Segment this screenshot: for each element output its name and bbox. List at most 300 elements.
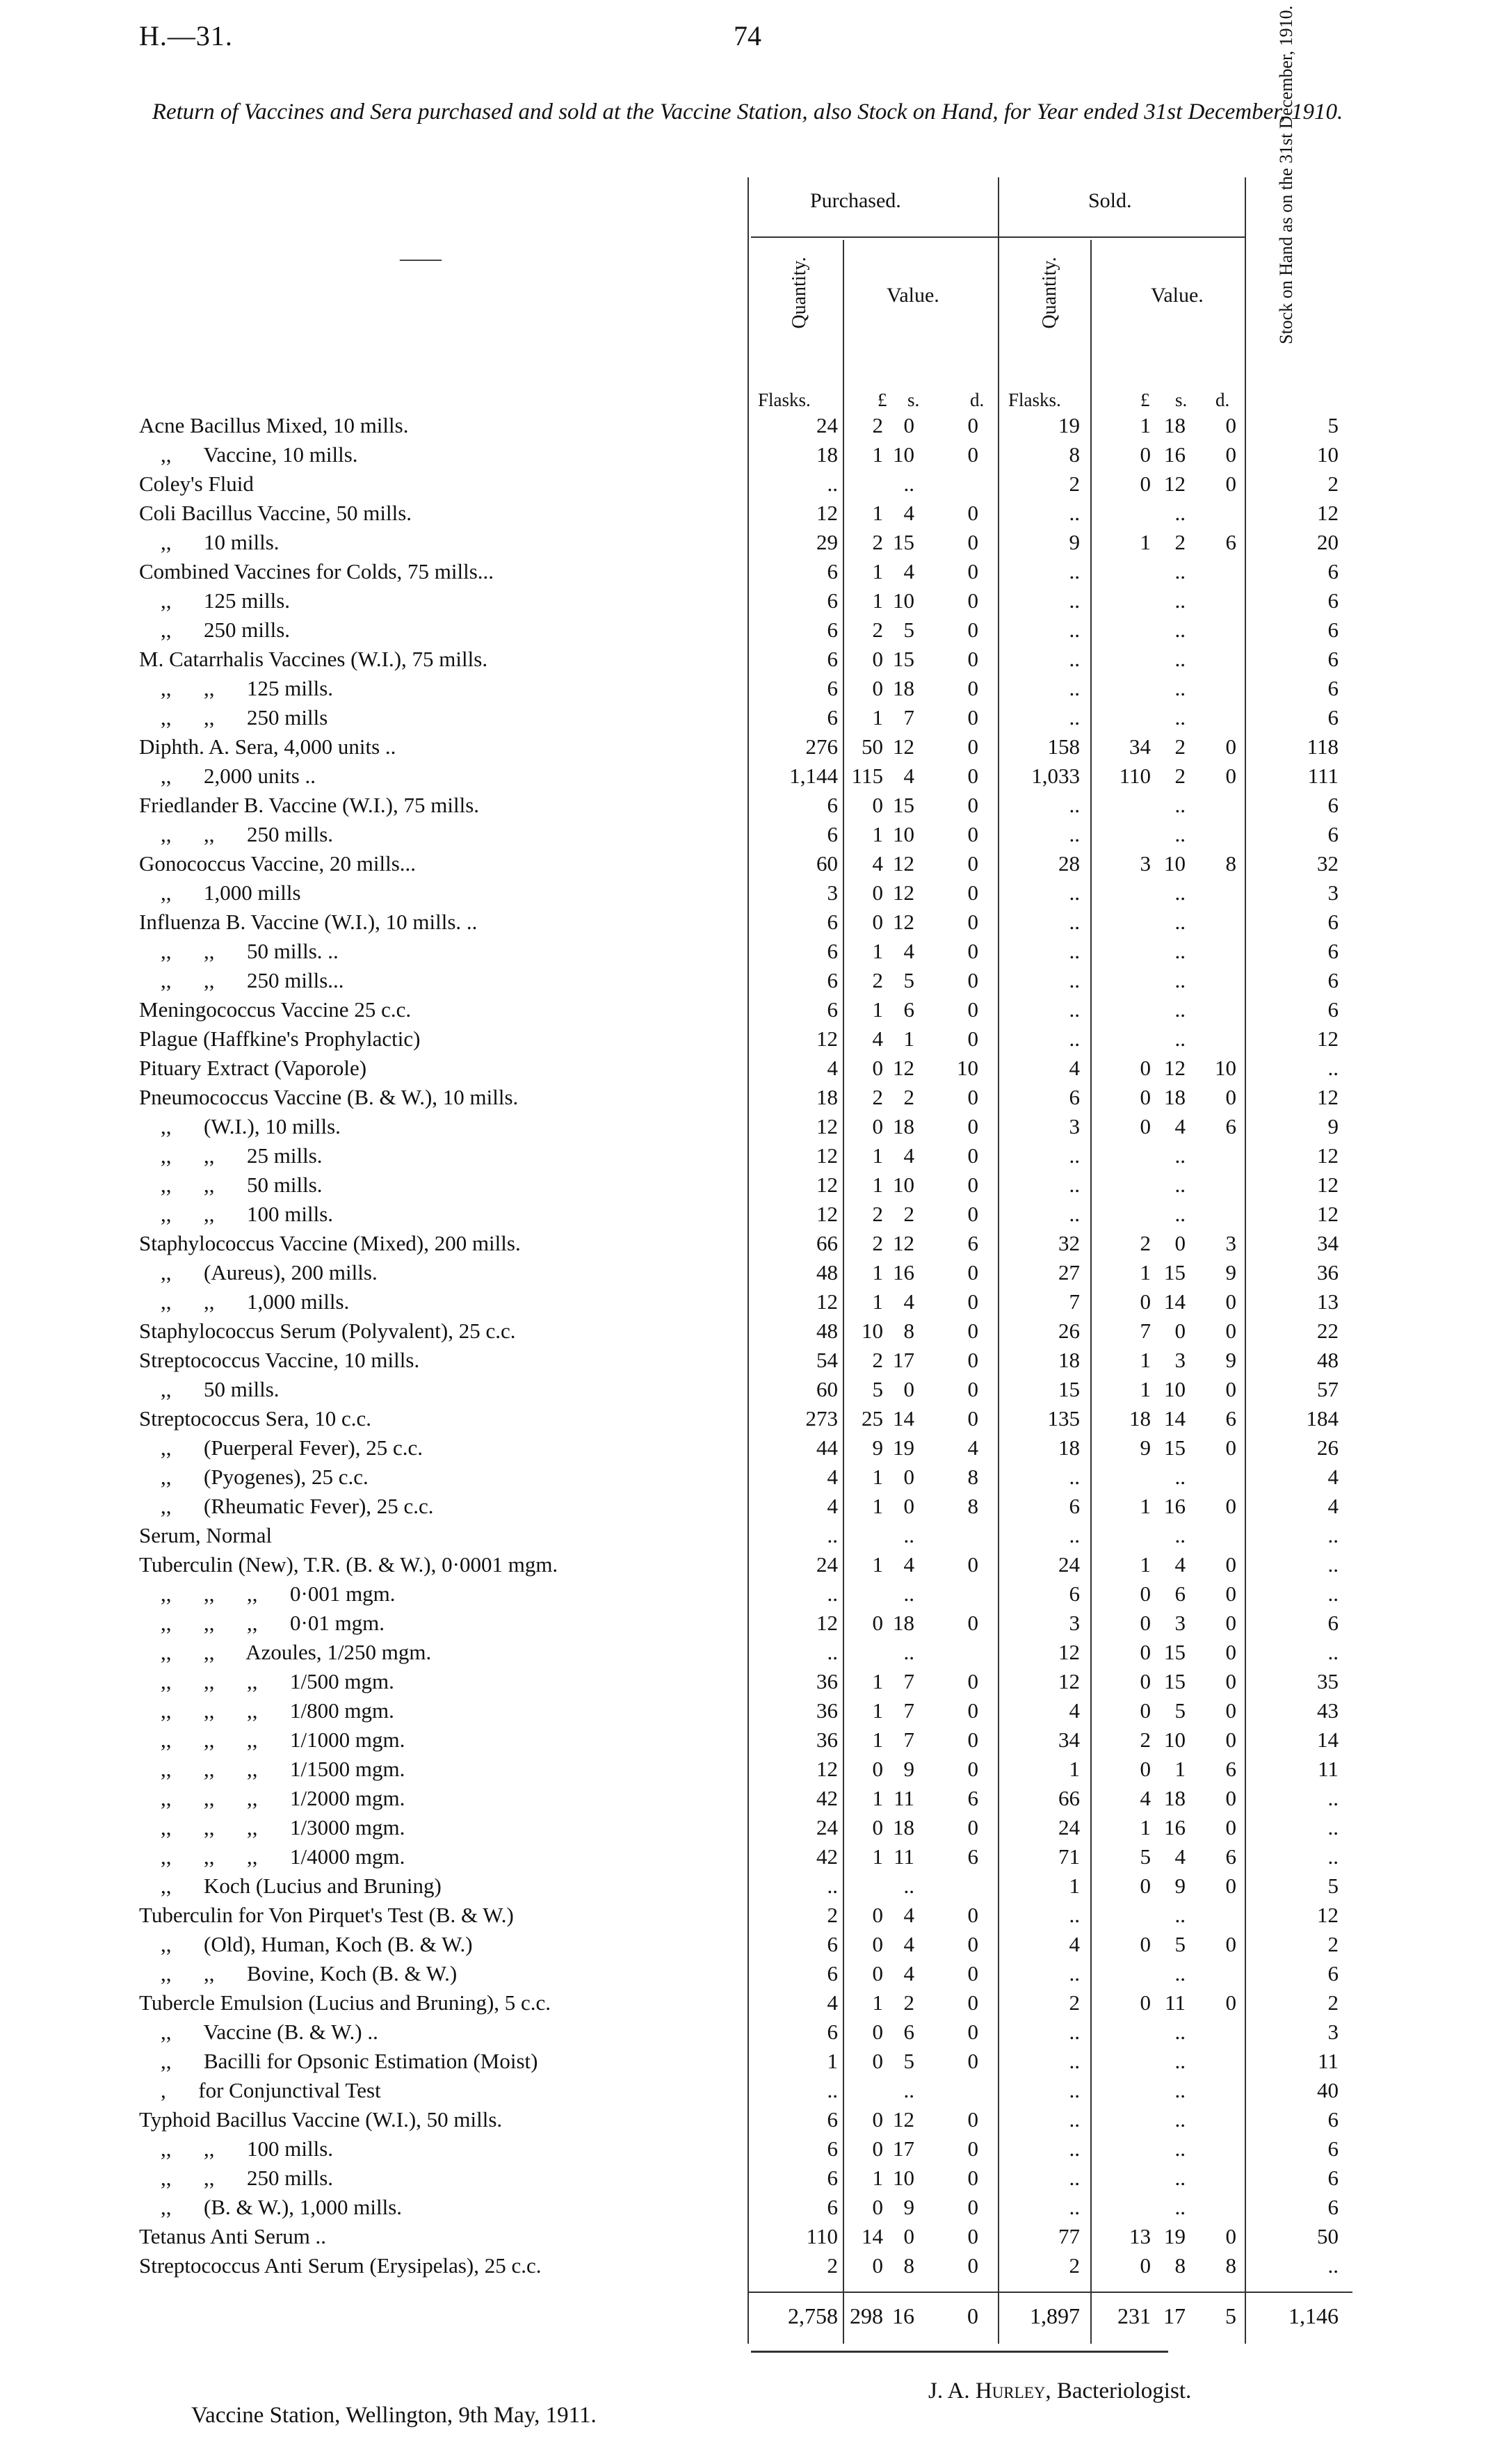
purchased-quantity: 12 <box>816 1289 838 1314</box>
purchased-quantity: 6 <box>827 997 838 1022</box>
purchased-quantity: 24 <box>816 413 838 437</box>
sold-shillings: 15 <box>1164 1435 1186 1460</box>
row-label: Plague (Haffkine's Prophylactic) <box>139 1026 421 1051</box>
sold-quantity: 27 <box>1058 1260 1080 1285</box>
purchased-quantity: 12 <box>816 1026 838 1051</box>
purchased-pence: 0 <box>967 2253 978 2278</box>
stock-on-hand: 12 <box>1317 1903 1339 1927</box>
sold-pence: 0 <box>1225 1581 1236 1606</box>
stock-on-hand: 12 <box>1317 1173 1339 1197</box>
sold-pence: 0 <box>1225 1874 1236 1898</box>
sold-quantity: .. <box>1069 705 1080 730</box>
purchased-pounds: 0 <box>872 2107 883 2132</box>
row-label: ,, ,, Azoules, 1/250 mgm. <box>139 1640 432 1664</box>
purchased-pounds: 25 <box>862 1406 883 1431</box>
sold-quantity: 6 <box>1069 1494 1080 1518</box>
row-label: ,, 1,000 mills <box>139 880 301 905</box>
row-label: Pituary Extract (Vaporole) <box>139 1056 367 1080</box>
purchased-pence: 6 <box>967 1844 978 1869</box>
row-label: Tetanus Anti Serum .. <box>139 2224 327 2248</box>
stock-on-hand: 11 <box>1318 2049 1339 2073</box>
row-label: ,, ,, ,, 1/3000 mgm. <box>139 1815 405 1839</box>
footer-place-date: Vaccine Station, Wellington, 9th May, 1911. <box>191 2403 597 2428</box>
sold-pounds: 1 <box>1140 530 1151 554</box>
sold-pounds: 2 <box>1140 1728 1151 1752</box>
sold-unit-pence: d. <box>1215 389 1230 410</box>
sold-pounds: 0 <box>1140 1114 1151 1138</box>
purchased-quantity: 18 <box>816 1085 838 1109</box>
sold-pence: 0 <box>1225 442 1236 467</box>
sold-quantity: 28 <box>1058 851 1080 876</box>
table-row <box>0 1199 1495 1228</box>
purchased-quantity: 36 <box>816 1669 838 1693</box>
sold-quantity: 32 <box>1058 1231 1080 1255</box>
purchased-shillings: 10 <box>893 1173 914 1197</box>
row-label: Staphylococcus Serum (Polyvalent), 25 c.c. <box>139 1319 516 1343</box>
purchased-shillings: 6 <box>903 2020 914 2044</box>
sold-pence: 0 <box>1225 1085 1236 1109</box>
row-label: ,, ,, 50 mills. <box>139 1173 323 1197</box>
purchased-pounds: 115 <box>851 764 883 788</box>
table-body <box>0 410 1495 2280</box>
purchased-shillings: 0 <box>903 1465 914 1489</box>
sold-pounds: 18 <box>1129 1406 1151 1431</box>
purchased-pence: 0 <box>967 2020 978 2044</box>
sold-quantity: 34 <box>1058 1728 1080 1752</box>
purchased-quantity: 42 <box>816 1844 838 1869</box>
purchased-pounds: 1 <box>872 588 883 613</box>
purchased-quantity: 6 <box>827 1932 838 1956</box>
sold-shillings: .. <box>1174 1026 1186 1051</box>
sold-pounds: 2 <box>1140 1231 1151 1255</box>
sold-pence: 0 <box>1225 1611 1236 1635</box>
row-label: ,, ,, ,, 1/2000 mgm. <box>139 1786 405 1810</box>
sold-shillings: 16 <box>1164 1815 1186 1839</box>
table-row <box>0 1608 1495 1637</box>
table-row <box>0 1696 1495 1725</box>
purchased-shillings: 8 <box>903 1319 914 1343</box>
table-row <box>0 1316 1495 1345</box>
purchased-quantity: 110 <box>806 2224 838 2248</box>
sold-pounds: 9 <box>1140 1435 1151 1460</box>
sold-pence: 6 <box>1225 1844 1236 1869</box>
purchased-pence: 0 <box>967 647 978 671</box>
stock-on-hand: 9 <box>1327 1114 1339 1138</box>
purchased-pence: 0 <box>967 1114 978 1138</box>
purchased-pounds: 2 <box>872 1231 883 1255</box>
sold-shillings: 0 <box>1174 1319 1186 1343</box>
sold-quantity: .. <box>1069 1523 1080 1547</box>
purchased-shillings: .. <box>903 472 914 496</box>
row-label: ,, 125 mills. <box>139 588 291 613</box>
stock-on-hand: 184 <box>1306 1406 1339 1431</box>
purchased-quantity: 2 <box>827 2253 838 2278</box>
sold-quantity: 12 <box>1058 1669 1080 1693</box>
purchased-quantity: 6 <box>827 647 838 671</box>
purchased-shillings: 4 <box>903 1903 914 1927</box>
row-label: ,, ,, ,, 1/1000 mgm. <box>139 1728 405 1752</box>
row-label: Gonococcus Vaccine, 20 mills... <box>139 851 417 876</box>
sold-shillings: .. <box>1174 618 1186 642</box>
sold-quantity: 8 <box>1069 442 1080 467</box>
sold-pounds: 5 <box>1140 1844 1151 1869</box>
purchased-shillings: 0 <box>903 2224 914 2248</box>
row-label: ,, ,, ,, 1/1500 mgm. <box>139 1757 405 1781</box>
purchased-pence: 0 <box>967 501 978 525</box>
purchased-quantity: 48 <box>816 1319 838 1343</box>
purchased-shillings: 12 <box>893 1056 914 1080</box>
purchased-quantity: 2 <box>827 1903 838 1927</box>
sold-value-header: Value. <box>1151 284 1204 307</box>
stock-on-hand: 48 <box>1317 1348 1339 1372</box>
sold-quantity: 26 <box>1058 1319 1080 1343</box>
purchased-quantity: 1 <box>827 2049 838 2073</box>
table-row <box>0 469 1495 498</box>
purchased-shillings: 2 <box>903 1990 914 2015</box>
purchased-shillings: 17 <box>893 1348 914 1372</box>
table-row <box>0 1053 1495 1082</box>
stock-on-hand: 111 <box>1307 764 1339 788</box>
sold-quantity: .. <box>1069 2078 1080 2102</box>
row-label: Friedlander B. Vaccine (W.I.), 75 mills. <box>139 793 480 817</box>
sold-quantity: .. <box>1069 793 1080 817</box>
sold-shillings: .. <box>1174 647 1186 671</box>
row-label: M. Catarrhalis Vaccines (W.I.), 75 mills. <box>139 647 488 671</box>
row-label: Acne Bacillus Mixed, 10 mills. <box>139 413 409 437</box>
sold-quantity: 4 <box>1069 1698 1080 1723</box>
sold-shillings: 3 <box>1174 1348 1186 1372</box>
sold-pence: 0 <box>1225 1289 1236 1314</box>
purchased-pounds: 1 <box>872 501 883 525</box>
table-row <box>0 936 1495 965</box>
purchased-pounds: 0 <box>872 2136 883 2161</box>
sold-quantity: .. <box>1069 501 1080 525</box>
table-row <box>0 410 1495 440</box>
purchased-pence: 0 <box>967 413 978 437</box>
purchased-shillings: 12 <box>893 851 914 876</box>
table-row <box>0 673 1495 702</box>
purchased-quantity: .. <box>827 1640 838 1664</box>
table-row <box>0 1462 1495 1491</box>
stock-on-hand: .. <box>1327 1640 1339 1664</box>
sold-pence: 8 <box>1225 2253 1236 2278</box>
table-row <box>0 1403 1495 1433</box>
purchased-shillings: 5 <box>903 2049 914 2073</box>
purchased-pounds: 1 <box>872 997 883 1022</box>
row-label: ,, (Aureus), 200 mills. <box>139 1260 378 1285</box>
row-label: Coley's Fluid <box>139 472 254 496</box>
purchased-pounds: 1 <box>872 1143 883 1168</box>
purchased-quantity: 29 <box>816 530 838 554</box>
row-label: ,, ,, 1,000 mills. <box>139 1289 350 1314</box>
stock-on-hand: 6 <box>1327 793 1339 817</box>
table-row <box>0 615 1495 644</box>
stock-on-hand: 3 <box>1327 880 1339 905</box>
table-row <box>0 1433 1495 1462</box>
total-sold-quantity: 1,897 <box>1030 2303 1080 2328</box>
table-row <box>0 1170 1495 1199</box>
sold-pounds: 0 <box>1140 472 1151 496</box>
purchased-pounds: 0 <box>872 1961 883 1986</box>
sold-shillings: .. <box>1174 1465 1186 1489</box>
sold-pounds: 0 <box>1140 2253 1151 2278</box>
sold-quantity: .. <box>1069 1903 1080 1927</box>
sold-pounds: 0 <box>1140 1757 1151 1781</box>
table-row <box>0 1754 1495 1783</box>
purchased-pence: 6 <box>967 1786 978 1810</box>
stock-on-hand: 11 <box>1318 1757 1339 1781</box>
sold-pence: 0 <box>1225 734 1236 759</box>
purchased-quantity: .. <box>827 472 838 496</box>
purchased-pence: 0 <box>967 1026 978 1051</box>
sold-pounds: 1 <box>1140 1494 1151 1518</box>
sold-shillings: 15 <box>1164 1640 1186 1664</box>
table-row <box>0 527 1495 556</box>
purchased-pounds: 0 <box>872 647 883 671</box>
purchased-shillings: 7 <box>903 1669 914 1693</box>
purchased-pence: 0 <box>967 2195 978 2219</box>
stock-on-hand: 6 <box>1327 997 1339 1022</box>
stock-on-hand: 6 <box>1327 705 1339 730</box>
table-row <box>0 2192 1495 2221</box>
sold-quantity: .. <box>1069 997 1080 1022</box>
purchased-quantity: 48 <box>816 1260 838 1285</box>
purchased-pence: 0 <box>967 2136 978 2161</box>
sold-shillings: 4 <box>1174 1552 1186 1577</box>
stock-on-hand: 118 <box>1307 734 1339 759</box>
row-label: ,, ,, 50 mills. .. <box>139 939 339 963</box>
sold-quantity: 6 <box>1069 1085 1080 1109</box>
purchased-pounds: 0 <box>872 1114 883 1138</box>
table-row <box>0 440 1495 469</box>
sold-quantity: .. <box>1069 588 1080 613</box>
purchased-pounds: 2 <box>872 530 883 554</box>
purchased-shillings: .. <box>903 1581 914 1606</box>
purchased-shillings: 18 <box>893 1815 914 1839</box>
report-code: H.—31. <box>139 20 233 51</box>
sold-quantity: 66 <box>1058 1786 1080 1810</box>
purchased-quantity: 6 <box>827 2136 838 2161</box>
purchased-pounds: 1 <box>872 1669 883 1693</box>
table-row <box>0 995 1495 1024</box>
purchased-pence: 0 <box>967 1348 978 1372</box>
purchased-quantity: 12 <box>816 1114 838 1138</box>
row-label: Meningococcus Vaccine 25 c.c. <box>139 997 412 1022</box>
row-label: ,, ,, 250 mills... <box>139 968 344 992</box>
footer-signature <box>928 2378 1191 2404</box>
purchased-shillings: 0 <box>903 1377 914 1401</box>
purchased-shillings: 0 <box>903 413 914 437</box>
purchased-pence: 0 <box>967 559 978 583</box>
purchased-pence: 0 <box>967 1143 978 1168</box>
purchased-shillings: .. <box>903 2078 914 2102</box>
purchased-quantity: 6 <box>827 2020 838 2044</box>
sold-shillings: 10 <box>1164 1377 1186 1401</box>
sold-shillings: 11 <box>1165 1990 1186 2015</box>
stock-header-label: Stock on Hand as on the 31st December, 1910. <box>1276 5 1296 344</box>
stock-on-hand: .. <box>1327 1523 1339 1547</box>
table-row <box>0 2046 1495 2075</box>
purchased-unit-pence: d. <box>970 389 985 410</box>
stock-on-hand: 6 <box>1327 588 1339 613</box>
stock-on-hand: 6 <box>1327 939 1339 963</box>
purchased-quantity: 36 <box>816 1728 838 1752</box>
purchased-quantity: 4 <box>827 1465 838 1489</box>
sold-pounds: 0 <box>1140 1289 1151 1314</box>
table-row <box>0 965 1495 995</box>
table-row <box>0 1579 1495 1608</box>
sold-pounds: 1 <box>1140 1348 1151 1372</box>
stock-on-hand: 12 <box>1317 1202 1339 1226</box>
row-label: Staphylococcus Vaccine (Mixed), 200 mills. <box>139 1231 521 1255</box>
row-label: ,, ,, 125 mills. <box>139 676 334 700</box>
purchased-pence: 0 <box>967 968 978 992</box>
table-row <box>0 1287 1495 1316</box>
row-label: Combined Vaccines for Colds, 75 mills... <box>139 559 494 583</box>
sold-pounds: 0 <box>1140 1990 1151 2015</box>
purchased-shillings: 18 <box>893 1114 914 1138</box>
sold-shillings: 6 <box>1174 1581 1186 1606</box>
purchased-shillings: 7 <box>903 1698 914 1723</box>
purchased-pounds: 1 <box>872 822 883 846</box>
stock-on-hand: 43 <box>1317 1698 1339 1723</box>
stock-on-hand: 12 <box>1317 501 1339 525</box>
purchased-pounds: 1 <box>872 442 883 467</box>
purchased-shillings: 12 <box>893 1231 914 1255</box>
sold-header: Sold. <box>1088 189 1132 212</box>
purchased-quantity: 6 <box>827 2107 838 2132</box>
stock-on-hand: 6 <box>1327 968 1339 992</box>
table-row <box>0 1549 1495 1579</box>
purchased-pounds: 50 <box>862 734 883 759</box>
sold-pounds: 0 <box>1140 442 1151 467</box>
sold-pence: 0 <box>1225 1990 1236 2015</box>
purchased-shillings: 5 <box>903 618 914 642</box>
sold-shillings: 16 <box>1164 442 1186 467</box>
purchased-shillings: 9 <box>903 2195 914 2219</box>
purchased-shillings: 4 <box>903 1143 914 1168</box>
sold-quantity: 1,033 <box>1031 764 1080 788</box>
sold-shillings: .. <box>1174 588 1186 613</box>
sold-quantity: 77 <box>1058 2224 1080 2248</box>
stock-on-hand: 12 <box>1317 1143 1339 1168</box>
row-label: Streptococcus Anti Serum (Erysipelas), 25 c.c. <box>139 2253 542 2278</box>
sold-quantity: 3 <box>1069 1114 1080 1138</box>
purchased-shillings: .. <box>903 1523 914 1547</box>
row-label: ,, 50 mills. <box>139 1377 280 1401</box>
purchased-pence: 0 <box>967 1552 978 1577</box>
sold-shillings: .. <box>1174 501 1186 525</box>
sold-pounds: 1 <box>1140 413 1151 437</box>
row-label: Typhoid Bacillus Vaccine (W.I.), 50 mills. <box>139 2107 503 2132</box>
purchased-quantity: 6 <box>827 618 838 642</box>
table-row <box>0 1111 1495 1141</box>
stock-on-hand: 6 <box>1327 676 1339 700</box>
purchased-pence: 0 <box>967 1173 978 1197</box>
sold-pounds: 0 <box>1140 1669 1151 1693</box>
purchased-shillings: .. <box>903 1874 914 1898</box>
purchased-shillings: 6 <box>903 997 914 1022</box>
sold-quantity: .. <box>1069 2049 1080 2073</box>
sold-quantity: .. <box>1069 1143 1080 1168</box>
sold-shillings: 16 <box>1164 1494 1186 1518</box>
row-label: ,, Bacilli for Opsonic Estimation (Moist) <box>139 2049 538 2073</box>
purchased-shillings: 12 <box>893 2107 914 2132</box>
purchased-pence: 0 <box>967 1903 978 1927</box>
sold-quantity: 7 <box>1069 1289 1080 1314</box>
sold-shillings: .. <box>1174 1202 1186 1226</box>
purchased-shillings: 19 <box>893 1435 914 1460</box>
table-row <box>0 1666 1495 1696</box>
purchased-quantity: 6 <box>827 1961 838 1986</box>
row-label: ,, (W.I.), 10 mills. <box>139 1114 341 1138</box>
purchased-quantity: 6 <box>827 910 838 934</box>
stock-on-hand: .. <box>1327 1844 1339 1869</box>
purchased-quantity: 6 <box>827 822 838 846</box>
stock-on-hand: 12 <box>1317 1085 1339 1109</box>
sold-pounds: 3 <box>1140 851 1151 876</box>
table-row <box>0 848 1495 878</box>
purchased-shillings: 9 <box>903 1757 914 1781</box>
purchased-pence: 10 <box>957 1056 978 1080</box>
table-row <box>0 1082 1495 1111</box>
purchased-pounds: 2 <box>872 1202 883 1226</box>
row-label: ,, ,, 250 mills. <box>139 822 334 846</box>
purchased-pounds: 0 <box>872 2020 883 2044</box>
table-row <box>0 498 1495 527</box>
sold-pounds: 0 <box>1140 1874 1151 1898</box>
purchased-pounds: 0 <box>872 1815 883 1839</box>
stock-on-hand: .. <box>1327 1056 1339 1080</box>
purchased-quantity: 44 <box>816 1435 838 1460</box>
sold-pence: 0 <box>1225 1435 1236 1460</box>
purchased-pence: 0 <box>967 997 978 1022</box>
purchased-quantity: .. <box>827 1874 838 1898</box>
purchased-shillings: 18 <box>893 1611 914 1635</box>
table-row <box>0 790 1495 819</box>
sold-quantity: .. <box>1069 2020 1080 2044</box>
purchased-quantity: 273 <box>805 1406 838 1431</box>
purchased-quantity: 6 <box>827 2195 838 2219</box>
sold-pence: 0 <box>1225 1669 1236 1693</box>
sold-quantity: .. <box>1069 618 1080 642</box>
purchased-pounds: 0 <box>872 1757 883 1781</box>
stock-on-hand: 5 <box>1327 413 1339 437</box>
table-row <box>0 2075 1495 2104</box>
row-label: ,, ,, ,, 0·001 mgm. <box>139 1581 396 1606</box>
purchased-header: Purchased. <box>810 189 901 212</box>
sold-quantity: .. <box>1069 939 1080 963</box>
stock-on-hand: 14 <box>1317 1728 1339 1752</box>
stock-on-hand: 2 <box>1327 472 1339 496</box>
sold-pence: 0 <box>1225 472 1236 496</box>
purchased-pence: 0 <box>967 793 978 817</box>
purchased-pence: 0 <box>967 1260 978 1285</box>
purchased-shillings: 4 <box>903 1552 914 1577</box>
sold-pence: 0 <box>1225 1786 1236 1810</box>
purchased-shillings: 12 <box>893 734 914 759</box>
sold-pounds: 13 <box>1129 2224 1151 2248</box>
sold-pence: 6 <box>1225 1406 1236 1431</box>
purchased-pence: 0 <box>967 822 978 846</box>
sold-pence: 10 <box>1215 1056 1236 1080</box>
sold-quantity: .. <box>1069 559 1080 583</box>
row-label: ,, ,, 25 mills. <box>139 1143 323 1168</box>
row-label: Tuberculin for Von Pirquet's Test (B. & W.) <box>139 1903 514 1927</box>
purchased-pence: 0 <box>967 1377 978 1401</box>
sold-quantity: 19 <box>1058 413 1080 437</box>
sold-pounds: 1 <box>1140 1377 1151 1401</box>
